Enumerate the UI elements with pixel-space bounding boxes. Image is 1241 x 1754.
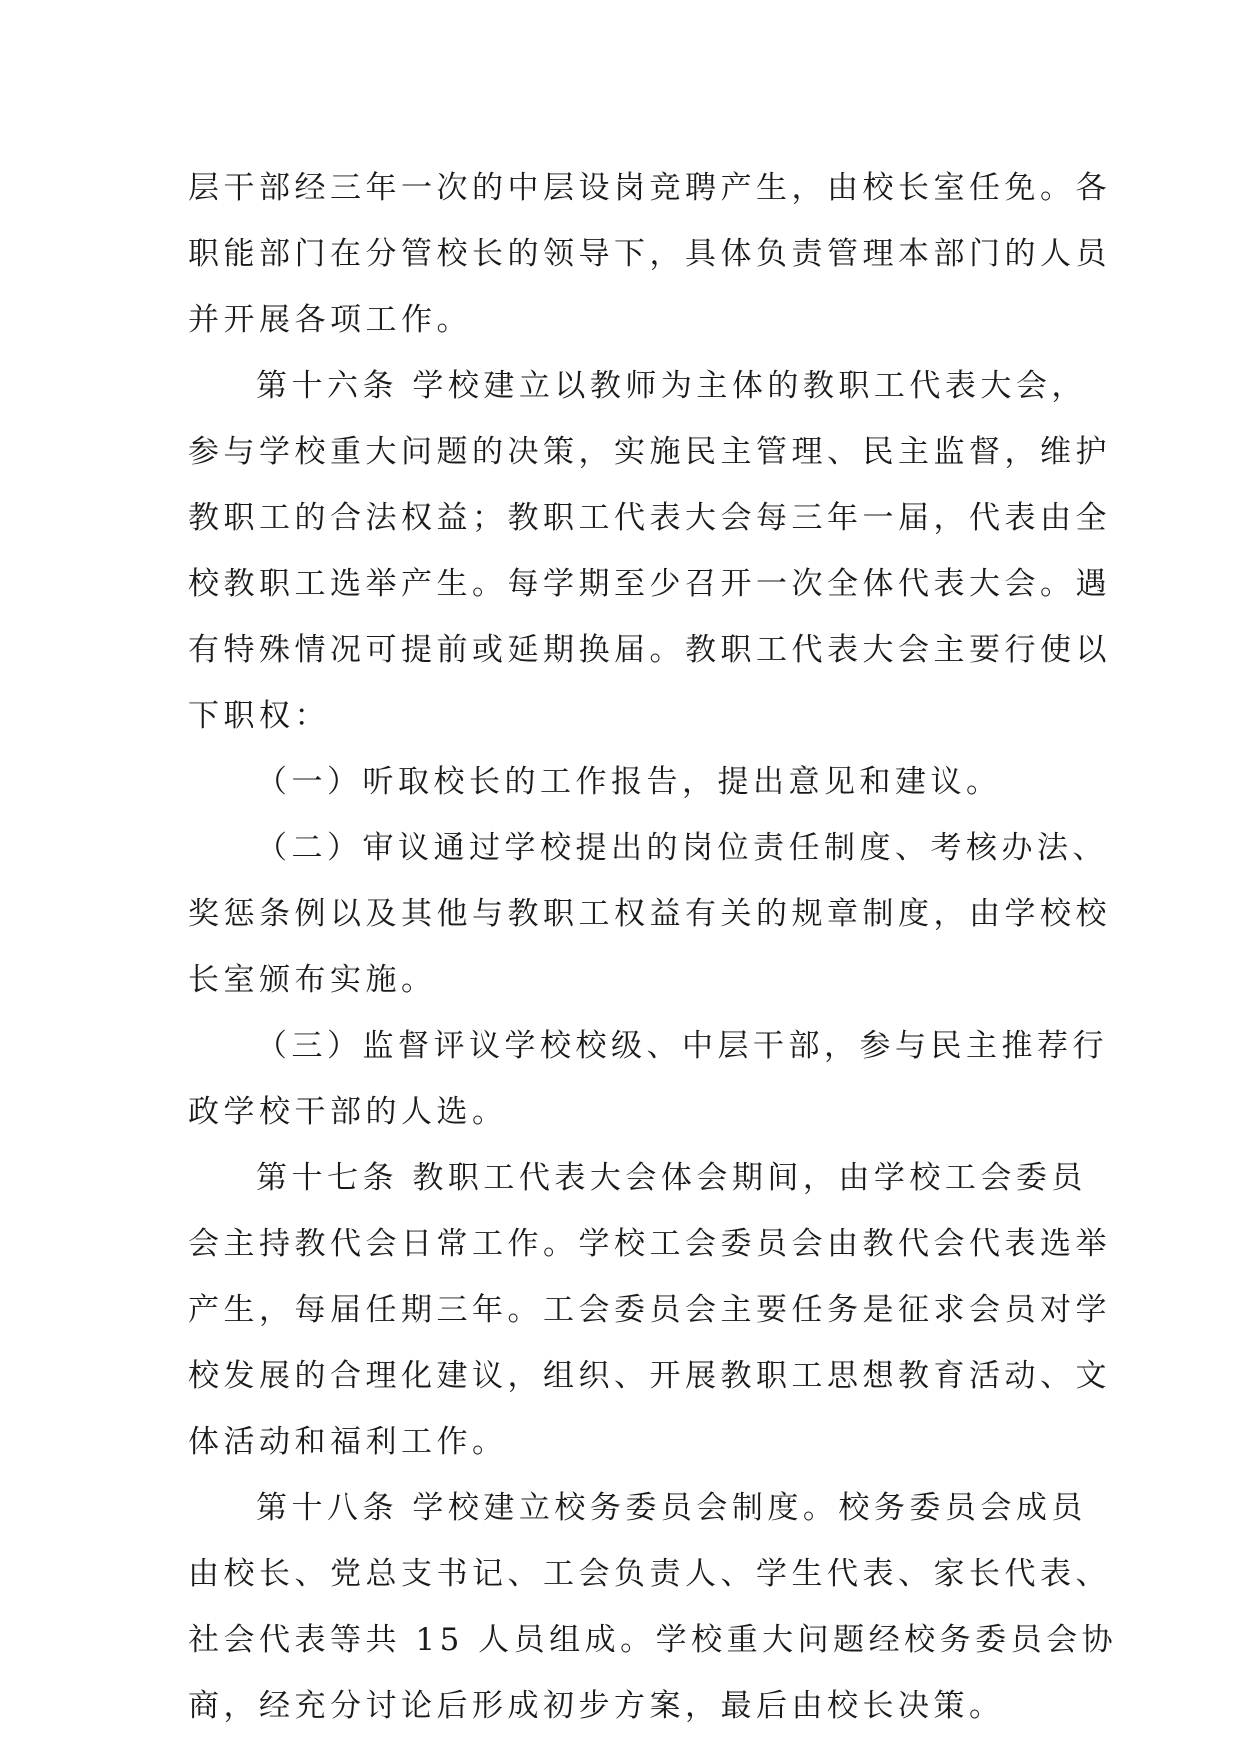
text-line: 产生，每届任期三年。工会委员会主要任务是征求会员对学 — [188, 1292, 1111, 1328]
paragraph-article-18 — [188, 1475, 1118, 1739]
paragraph-article-16-item-1 — [188, 749, 1058, 815]
paragraph-article-17 — [188, 1145, 1111, 1475]
text-line: （三）监督评议学校校级、中层干部，参与民主推荐行 — [256, 1028, 1108, 1064]
text-line: 政学校干部的人选。 — [188, 1094, 508, 1130]
paragraph-article-16 — [188, 353, 1111, 749]
text-line: 校发展的合理化建议，组织、开展教职工思想教育活动、文 — [188, 1358, 1111, 1394]
text-line: 职能部门在分管校长的领导下，具体负责管理本部门的人员 — [188, 236, 1111, 272]
text-line: （一）听取校长的工作报告，提出意见和建议。 — [256, 764, 1002, 800]
paragraph-article-16-item-3 — [188, 1013, 1108, 1145]
text-line: 校教职工选举产生。每学期至少召开一次全体代表大会。遇 — [188, 566, 1111, 602]
text-line: 下职权： — [188, 698, 330, 734]
paragraph-p-intro — [188, 155, 1111, 353]
text-line: 参与学校重大问题的决策，实施民主管理、民主监督，维护 — [188, 434, 1111, 470]
text-line: 第十七条 教职工代表大会体会期间，由学校工会委员 — [256, 1160, 1087, 1196]
text-line: 教职工的合法权益；教职工代表大会每三年一届，代表由全 — [188, 500, 1111, 536]
text-line: 奖惩条例以及其他与教职工权益有关的规章制度，由学校校 — [188, 896, 1111, 932]
document-body — [188, 155, 1118, 1739]
text-line: 商，经充分讨论后形成初步方案，最后由校长决策。 — [188, 1688, 1005, 1724]
text-line: 并开展各项工作。 — [188, 302, 472, 338]
text-line: 会主持教代会日常工作。学校工会委员会由教代会代表选举 — [188, 1226, 1111, 1262]
text-line: 第十六条 学校建立以教师为主体的教职工代表大会， — [256, 368, 1087, 404]
paragraph-article-16-item-2 — [188, 815, 1111, 1013]
text-line: 长室颁布实施。 — [188, 962, 437, 998]
text-line: 社会代表等共 15 人员组成。学校重大问题经校务委员会协 — [188, 1622, 1118, 1658]
text-line: 有特殊情况可提前或延期换届。教职工代表大会主要行使以 — [188, 632, 1111, 668]
text-line: 体活动和福利工作。 — [188, 1424, 508, 1460]
text-line: 层干部经三年一次的中层设岗竞聘产生，由校长室任免。各 — [188, 170, 1111, 206]
text-line: 第十八条 学校建立校务委员会制度。校务委员会成员 — [256, 1490, 1087, 1526]
text-line: （二）审议通过学校提出的岗位责任制度、考核办法、 — [256, 830, 1108, 866]
text-line: 由校长、党总支书记、工会负责人、学生代表、家长代表、 — [188, 1556, 1111, 1592]
